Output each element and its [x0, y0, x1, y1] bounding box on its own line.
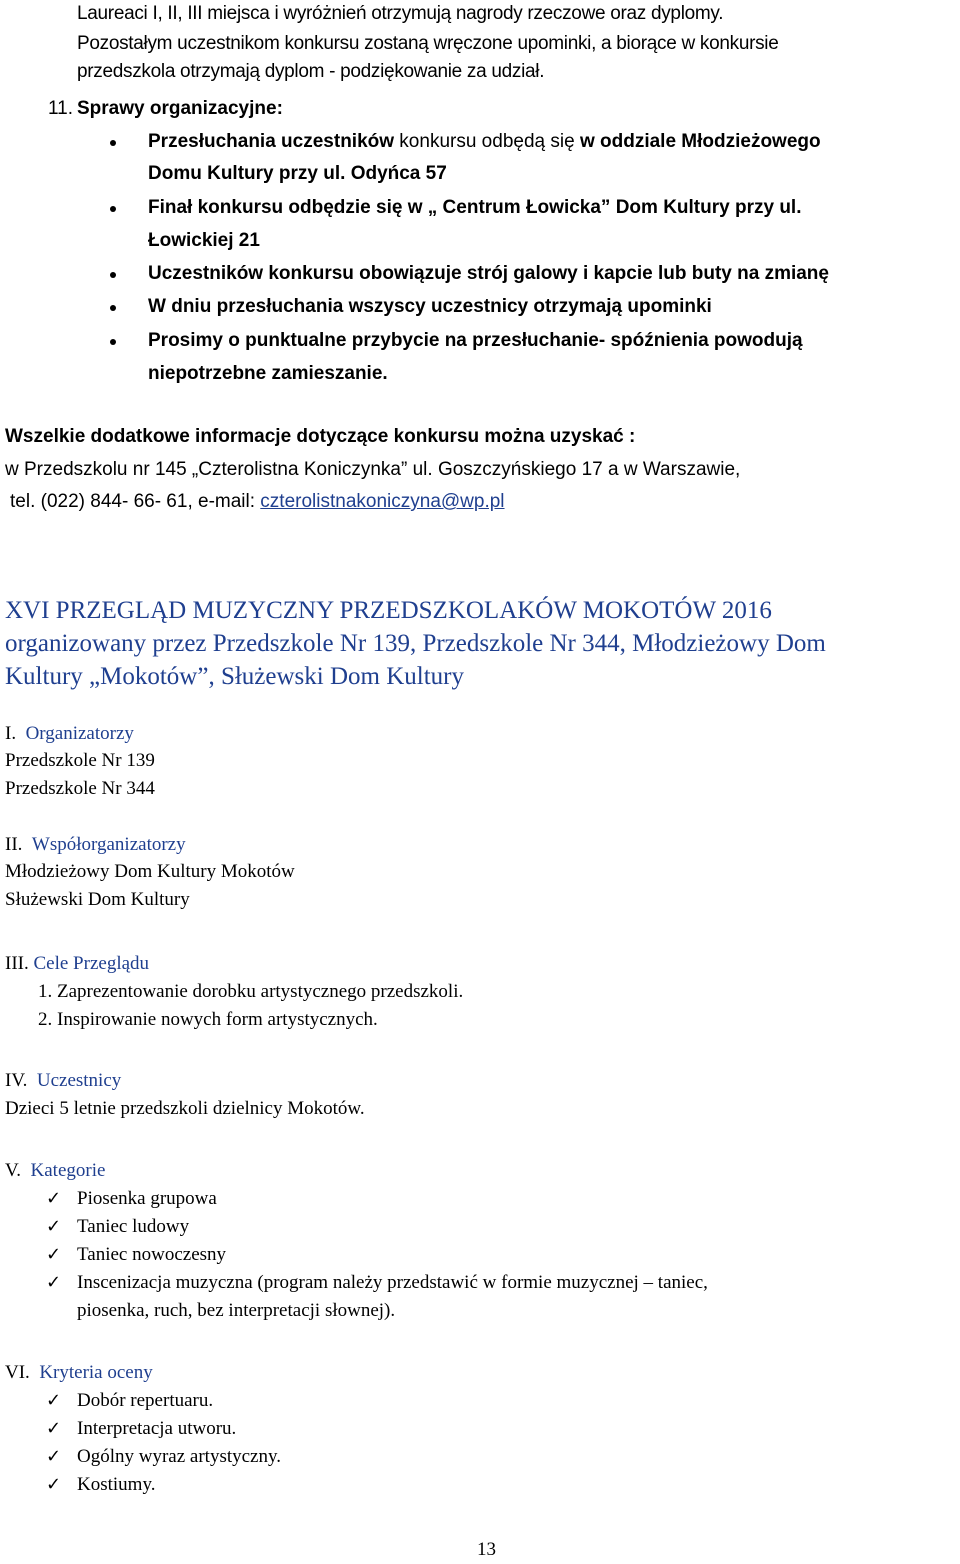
category-item: Piosenka grupowa: [77, 1188, 217, 1209]
coorganizer-item: Służewski Dom Kultury: [5, 889, 190, 910]
check-icon: ✓: [46, 1272, 62, 1293]
bullet-1-line-2: Domu Kultury przy ul. Odyńca 57: [148, 163, 447, 184]
participants-text: Dzieci 5 letnie przedszkoli dzielnicy Mokotów.: [5, 1098, 365, 1119]
review-title-line-3: Kultury „Mokotów”, Służewski Dom Kultury: [5, 663, 464, 690]
contact-address: w Przedszkolu nr 145 „Czterolistna Koniczynka” ul. Goszczyńskiego 17 a w Warszawie,: [5, 459, 741, 480]
bullet-1-line-1: Przesłuchania uczestników konkursu odbędą się w oddziale Młodzieżowego: [148, 131, 821, 152]
organizers-heading: I. Organizatorzy: [5, 723, 134, 744]
bullet-icon: [110, 206, 116, 212]
bullet-icon: [110, 339, 116, 345]
intro-line-3: przedszkola otrzymają dyplom - podziękowanie za udział.: [77, 61, 545, 82]
review-title-line-2: organizowany przez Przedszkole Nr 139, Przedszkole Nr 344, Młodzieżowy Dom: [5, 630, 826, 657]
criteria-item: Dobór repertuaru.: [77, 1390, 214, 1411]
criteria-heading: VI. Kryteria oceny: [5, 1362, 153, 1383]
organizer-item: Przedszkole Nr 139: [5, 750, 155, 771]
goal-item: 1. Zaprezentowanie dorobku artystycznego przedszkoli.: [38, 981, 464, 1002]
contact-heading: Wszelkie dodatkowe informacje dotyczące konkursu można uzyskać :: [5, 426, 636, 447]
check-icon: ✓: [46, 1446, 62, 1467]
criteria-item: Ogólny wyraz artystyczny.: [77, 1446, 282, 1467]
criteria-item: Kostiumy.: [77, 1474, 156, 1495]
bullet-5-line-2: niepotrzebne zamieszanie.: [148, 363, 388, 384]
categories-heading: V. Kategorie: [5, 1160, 106, 1181]
check-icon: ✓: [46, 1418, 62, 1439]
goals-heading: III. Cele Przeglądu: [5, 953, 150, 974]
participants-heading: IV. Uczestnicy: [5, 1070, 122, 1091]
review-title-line-1: XVI PRZEGLĄD MUZYCZNY PRZEDSZKOLAKÓW MOKOTÓW 2016: [5, 597, 772, 624]
category-item: Inscenizacja muzyczna (program należy przedstawić w formie muzycznej – taniec,: [77, 1272, 708, 1293]
check-icon: ✓: [46, 1390, 62, 1411]
page-number: 13: [477, 1539, 496, 1560]
intro-line-1: Laureaci I, II, III miejsca i wyróżnień otrzymują nagrody rzeczowe oraz dyplomy.: [77, 3, 724, 24]
organizer-item: Przedszkole Nr 344: [5, 778, 155, 799]
intro-line-2: Pozostałym uczestnikom konkursu zostaną wręczone upominki, a biorące w konkursie: [77, 33, 779, 54]
bullet-icon: [110, 272, 116, 278]
contact-phone-email: tel. (022) 844- 66- 61, e-mail: czterolistnakoniczyna@wp.pl: [10, 491, 505, 512]
criteria-item: Interpretacja utworu.: [77, 1418, 237, 1439]
category-item-continuation: piosenka, ruch, bez interpretacji słownej).: [77, 1300, 396, 1321]
goal-item: 2. Inspirowanie nowych form artystycznych.: [38, 1009, 378, 1030]
bullet-icon: [110, 140, 116, 146]
category-item: Taniec ludowy: [77, 1216, 190, 1237]
email-link[interactable]: czterolistnakoniczyna@wp.pl: [260, 491, 505, 512]
check-icon: ✓: [46, 1188, 62, 1209]
check-icon: ✓: [46, 1244, 62, 1265]
bullet-4: W dniu przesłuchania wszyscy uczestnicy otrzymają upominki: [148, 296, 712, 317]
bullet-2-line-1: Finał konkursu odbędzie się w „ Centrum Łowicka” Dom Kultury przy ul.: [148, 197, 802, 218]
bullet-2-line-2: Łowickiej 21: [148, 230, 260, 251]
section-11-title: Sprawy organizacyjne:: [77, 98, 283, 119]
check-icon: ✓: [46, 1216, 62, 1237]
bullet-icon: [110, 305, 116, 311]
coorganizers-heading: II. Współorganizatorzy: [5, 834, 186, 855]
coorganizer-item: Młodzieżowy Dom Kultury Mokotów: [5, 861, 295, 882]
category-item: Taniec nowoczesny: [77, 1244, 227, 1265]
section-11-number: 11.: [48, 98, 74, 119]
bullet-5-line-1: Prosimy o punktualne przybycie na przesłuchanie- spóźnienia powodują: [148, 330, 803, 351]
bullet-3: Uczestników konkursu obowiązuje strój galowy i kapcie lub buty na zmianę: [148, 263, 829, 284]
check-icon: ✓: [46, 1474, 62, 1495]
